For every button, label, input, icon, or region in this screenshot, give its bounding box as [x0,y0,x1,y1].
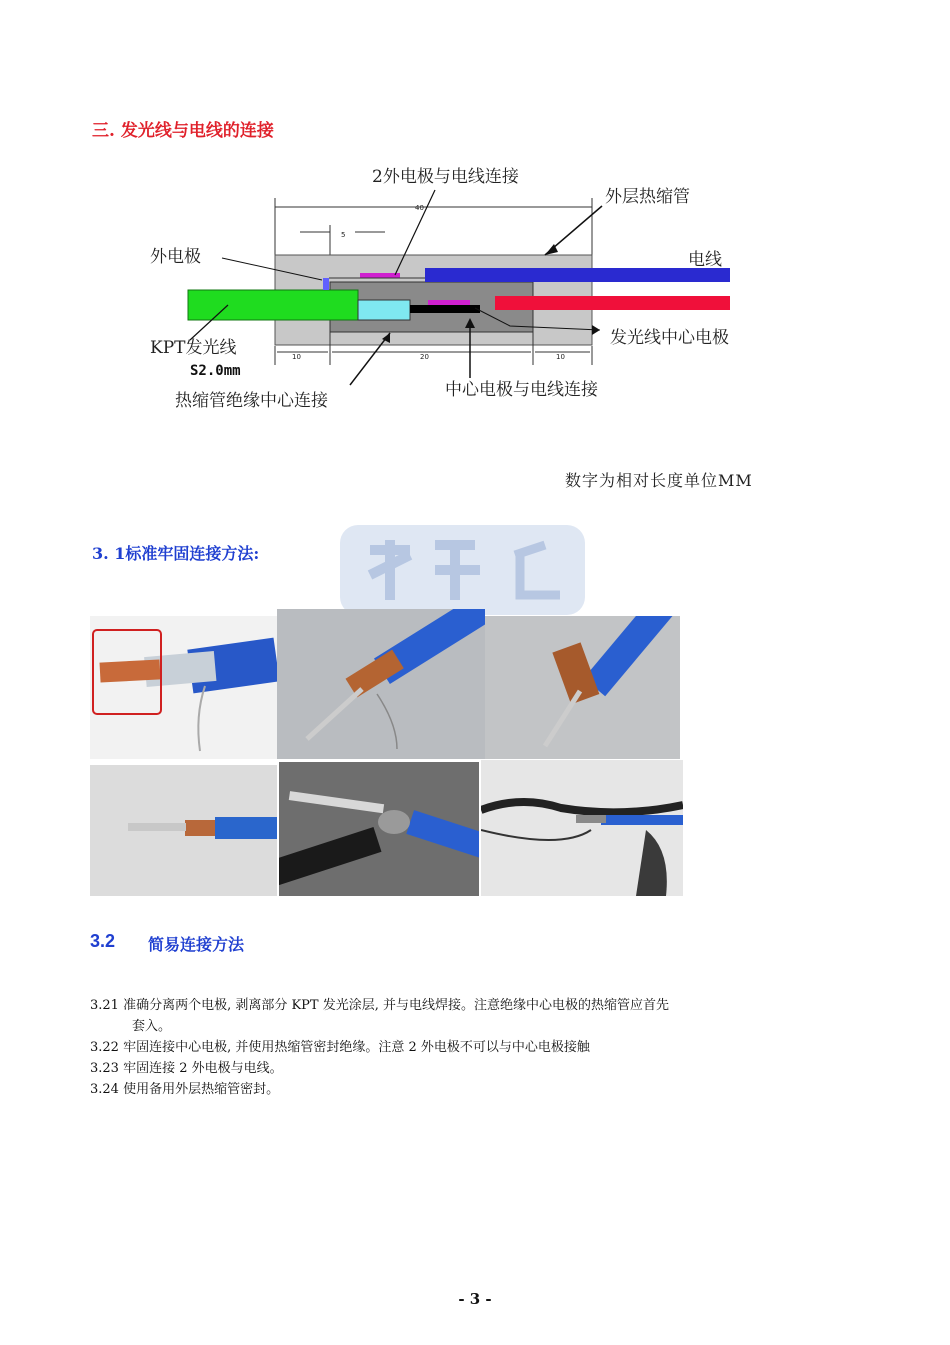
label-outer-tube: 外层热缩管 [605,187,690,207]
steps-list [90,995,850,1100]
label-wire: 电线 [688,250,722,270]
dim-20: 20 [420,353,429,361]
center-black [410,305,480,313]
dim-40: 40 [415,204,424,212]
label-center-connect: 中心电极与电线连接 [445,380,598,400]
label-s2: S2.0mm [190,363,241,379]
section-3-2-number: 3.2 [90,931,116,951]
kpt-green-wire [188,290,358,320]
label-outer-electrode: 外电极 [150,247,201,267]
dim-5: 5 [341,231,346,239]
cyan-section [358,300,410,320]
magenta-pad-center [428,300,470,305]
blue-wire [425,268,730,282]
step-3-21-cont: 套入。 [132,1019,172,1034]
label-outer-to-wire: 2外电极与电线连接 [372,167,519,187]
photo-strip-wire [90,616,277,759]
section-3-1-title: 3. 1标准牢固连接方法: [92,544,260,563]
diagram-svg [140,150,800,430]
section-title: 三. 发光线与电线的连接 [92,121,274,141]
section-3-2-title: 简易连接方法 [148,935,245,954]
step-3-22: 3.22 牢固连接中心电极, 并使用热缩管密封绝缘。注意 2 外电极不可以与中心电极接触 [90,1040,590,1055]
photo-copper-foil-1 [277,609,485,759]
photo-solder-joint [279,762,479,896]
outer-electrode [323,278,329,290]
page-number: - 3 - [458,1290,492,1308]
label-kpt: KPT发光线 [150,338,237,358]
red-wire [495,296,730,310]
photo-tinned-tip [90,765,277,896]
dim-10-left: 10 [292,353,301,361]
connection-diagram [140,150,800,430]
dim-10-right: 10 [556,353,565,361]
step-3-24: 3.24 使用备用外层热缩管密封。 [90,1082,280,1097]
step-3-21: 3.21 准确分离两个电极, 剥离部分 KPT 发光涂层, 并与电线焊接。注意绝缘中心电极的热缩管应首先 [90,998,670,1013]
step-3-23: 3.23 牢固连接 2 外电极与电线。 [90,1061,283,1076]
magenta-pad-top [360,273,400,278]
photo-copper-foil-2 [485,616,680,759]
photo-clamped-joint [481,760,683,896]
label-center-electrode: 发光线中心电极 [610,328,729,348]
unit-note: 数字为相对长度单位MM [565,471,753,490]
watermark-logo [340,515,590,615]
label-heat-tube: 热缩管绝缘中心连接 [175,391,328,411]
